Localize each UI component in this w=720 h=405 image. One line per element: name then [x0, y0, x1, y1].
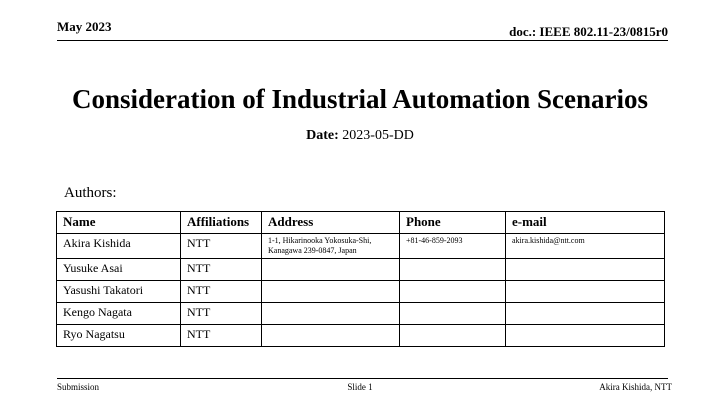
cell-phone — [400, 325, 506, 347]
header-date: May 2023 — [57, 19, 112, 34]
table-header-row — [57, 212, 665, 234]
cell-email — [506, 325, 665, 347]
cell-phone: +81-46-859-2093 — [400, 234, 506, 259]
cell-phone — [400, 281, 506, 303]
header-doc-id: doc.: IEEE 802.11-23/0815r0 — [509, 24, 668, 39]
slide-title: Consideration of Industrial Automation Scenarios — [71, 84, 649, 114]
table-row — [57, 259, 665, 281]
table-row — [57, 234, 665, 259]
cell-email — [506, 303, 665, 325]
table-row — [57, 281, 665, 303]
footer-rule — [57, 378, 668, 379]
cell-affiliation: NTT — [181, 281, 262, 303]
cell-name: Akira Kishida — [57, 234, 181, 259]
cell-address — [262, 303, 400, 325]
table-row — [57, 325, 665, 347]
date-label: Date: — [306, 128, 339, 143]
cell-address — [262, 325, 400, 347]
cell-address — [262, 281, 400, 303]
table-row — [57, 303, 665, 325]
cell-affiliation: NTT — [181, 303, 262, 325]
header-affiliations: Affiliations — [181, 212, 262, 234]
cell-email — [506, 281, 665, 303]
cell-name: Ryo Nagatsu — [57, 325, 181, 347]
cell-phone — [400, 303, 506, 325]
date-line — [0, 128, 720, 144]
footer-author: Akira Kishida, NTT — [599, 382, 672, 392]
cell-affiliation: NTT — [181, 259, 262, 281]
header-rule — [57, 40, 668, 41]
cell-name: Yusuke Asai — [57, 259, 181, 281]
header-email: e-mail — [506, 212, 665, 234]
header-phone: Phone — [400, 212, 506, 234]
cell-affiliation: NTT — [181, 234, 262, 259]
cell-name: Yasushi Takatori — [57, 281, 181, 303]
authors-table — [56, 211, 665, 347]
date-value: 2023-05-DD — [338, 128, 414, 143]
cell-email — [506, 259, 665, 281]
cell-name: Kengo Nagata — [57, 303, 181, 325]
cell-address — [262, 259, 400, 281]
footer-slide-number: Slide 1 — [347, 382, 373, 392]
cell-address: 1-1, Hikarinooka Yokosuka-Shi, Kanagawa 239-0847, Japan — [262, 234, 400, 259]
cell-affiliation: NTT — [181, 325, 262, 347]
cell-phone — [400, 259, 506, 281]
footer-submission: Submission — [57, 382, 100, 392]
authors-label: Authors: — [64, 185, 117, 201]
header-name: Name — [57, 212, 181, 234]
cell-email: akira.kishida@ntt.com — [506, 234, 665, 259]
header-address: Address — [262, 212, 400, 234]
